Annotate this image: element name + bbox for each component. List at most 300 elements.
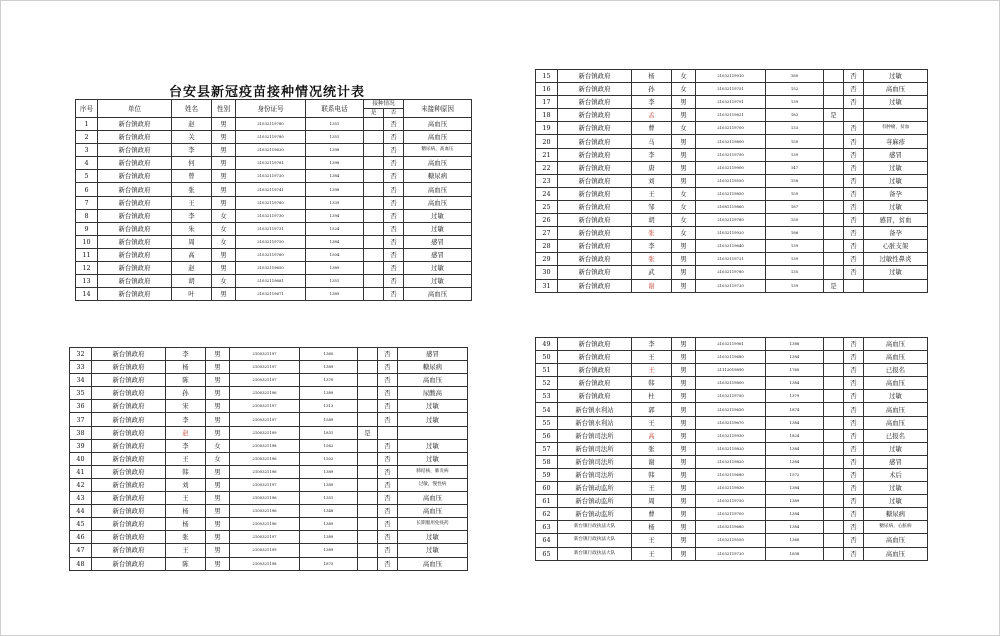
cell-phone: 1384 <box>766 521 824 534</box>
cell-no: 否 <box>844 390 864 403</box>
cell-gender: 男 <box>672 351 696 364</box>
cell-seq: 13 <box>76 275 98 288</box>
table-sheet-2 <box>535 69 928 293</box>
cell-id: 2100321199 <box>230 544 300 557</box>
cell-reason: 已报名 <box>864 364 928 377</box>
table-row <box>70 348 468 361</box>
cell-unit: 新台镇政府 <box>558 351 632 364</box>
cell-name: 刘 <box>166 478 206 491</box>
cell-name: 王 <box>632 416 672 429</box>
cell-gender: 男 <box>672 364 696 377</box>
cell-gender: 男 <box>672 468 696 481</box>
cell-reason: 过敏 <box>864 442 928 455</box>
cell-name: 赵 <box>166 426 206 439</box>
cell-yes <box>824 122 844 135</box>
cell-reason: 糖尿病 <box>398 361 468 374</box>
cell-no: 否 <box>844 521 864 534</box>
cell-gender: 男 <box>206 374 230 387</box>
table-row <box>76 288 472 301</box>
cell-id: 21032119550 <box>696 174 766 187</box>
cell-reason: 高血压 <box>864 547 928 560</box>
cell-seq: 34 <box>70 374 92 387</box>
cell-yes <box>358 518 378 531</box>
table-row <box>536 70 928 83</box>
cell-reason: 糖尿病，心脏病 <box>864 521 928 534</box>
cell-yes <box>824 70 844 83</box>
cell-yes <box>824 266 844 279</box>
cell-id: 21032119720 <box>696 547 766 560</box>
cell-unit: 新台镇动监所 <box>558 482 632 495</box>
cell-yes <box>824 214 844 227</box>
cell-reason: 肺结核，肺炎病 <box>398 465 468 478</box>
cell-id: 21032119900 <box>696 161 766 174</box>
cell-name: 胡 <box>632 214 672 227</box>
cell-seq: 5 <box>76 170 98 183</box>
cell-reason: 过敏 <box>398 544 468 557</box>
cell-id: 21032119550 <box>696 534 766 547</box>
cell-name: 高 <box>172 248 212 261</box>
cell-reason: 过敏 <box>398 413 468 426</box>
cell-reason: 高血压 <box>864 377 928 390</box>
cell-name: 谢 <box>632 279 672 292</box>
cell-seq: 58 <box>536 455 558 468</box>
cell-id: 2100321197 <box>230 413 300 426</box>
cell-seq: 36 <box>70 400 92 413</box>
cell-unit: 新台镇政府 <box>558 390 632 403</box>
cell-unit: 新台镇政府 <box>98 209 172 222</box>
cell-yes <box>358 465 378 478</box>
cell-seq: 65 <box>536 547 558 560</box>
cell-phone: 1589 <box>300 413 358 426</box>
cell-gender: 男 <box>212 118 236 131</box>
cell-phone: 1389 <box>300 544 358 557</box>
cell-reason: 过敏 <box>864 161 928 174</box>
cell-no: 否 <box>844 96 864 109</box>
cell-seq: 12 <box>76 262 98 275</box>
cell-phone: 1562 <box>300 439 358 452</box>
cell-unit: 新台镇政府 <box>98 196 172 209</box>
cell-unit: 新台镇司法所 <box>558 442 632 455</box>
cell-phone: 1384 <box>766 455 824 468</box>
cell-seq: 17 <box>536 96 558 109</box>
header-no: 否 <box>384 109 404 118</box>
cell-seq: 39 <box>70 439 92 452</box>
table-row <box>70 518 468 531</box>
cell-seq: 45 <box>70 518 92 531</box>
cell-gender: 男 <box>206 413 230 426</box>
cell-name: 叶 <box>172 288 212 301</box>
cell-seq: 18 <box>536 109 558 122</box>
table-row <box>70 531 468 544</box>
cell-reason: 高血压 <box>864 338 928 351</box>
table-row <box>536 83 928 96</box>
cell-yes <box>824 240 844 253</box>
cell-id: 21032119800 <box>696 135 766 148</box>
cell-no: 否 <box>384 157 404 170</box>
table-row <box>536 390 928 403</box>
cell-phone: 139 <box>766 96 824 109</box>
cell-no <box>844 109 864 122</box>
cell-seq: 32 <box>70 348 92 361</box>
cell-reason: 高血压 <box>404 288 472 301</box>
cell-reason: 长期服用免疫药 <box>398 518 468 531</box>
cell-gender: 男 <box>672 495 696 508</box>
cell-name: 王 <box>632 351 672 364</box>
cell-no: 否 <box>844 416 864 429</box>
cell-reason: 过敏 <box>864 70 928 83</box>
cell-yes <box>358 400 378 413</box>
cell-no: 否 <box>384 209 404 222</box>
cell-gender: 男 <box>672 534 696 547</box>
cell-reason: 过敏 <box>398 531 468 544</box>
cell-seq: 21 <box>536 148 558 161</box>
table-row <box>536 338 928 351</box>
cell-reason: 高血压 <box>864 351 928 364</box>
cell-reason: 高血压 <box>864 83 928 96</box>
cell-no: 否 <box>378 374 398 387</box>
cell-id: 21032119650 <box>236 262 306 275</box>
cell-phone: 159 <box>766 187 824 200</box>
table-row <box>70 361 468 374</box>
cell-seq: 27 <box>536 227 558 240</box>
cell-yes <box>358 544 378 557</box>
cell-no: 否 <box>384 288 404 301</box>
cell-no: 否 <box>384 235 404 248</box>
cell-phone: 135 <box>766 266 824 279</box>
cell-no: 否 <box>378 518 398 531</box>
cell-phone: 1339 <box>306 196 364 209</box>
cell-no: 否 <box>384 118 404 131</box>
cell-name: 郭 <box>632 403 672 416</box>
cell-seq: 8 <box>76 209 98 222</box>
cell-gender: 男 <box>206 505 230 518</box>
cell-name: 韩 <box>632 377 672 390</box>
cell-seq: 35 <box>70 387 92 400</box>
cell-yes: 是 <box>358 426 378 439</box>
cell-name: 王 <box>632 534 672 547</box>
cell-id: 21032119830 <box>696 482 766 495</box>
cell-gender: 男 <box>206 478 230 491</box>
cell-yes <box>824 200 844 213</box>
cell-unit: 新台镇政府 <box>558 187 632 200</box>
cell-unit: 新台镇政府 <box>98 262 172 275</box>
cell-unit: 新台镇政府 <box>92 452 166 465</box>
cell-seq: 40 <box>70 452 92 465</box>
table-row <box>536 403 928 416</box>
table-row <box>76 196 472 209</box>
cell-reason: 糖尿病 <box>864 508 928 521</box>
header-gender: 性别 <box>212 100 236 118</box>
cell-seq: 28 <box>536 240 558 253</box>
cell-no <box>378 426 398 439</box>
cell-name: 宋 <box>166 400 206 413</box>
cell-reason: 尿酸高 <box>398 387 468 400</box>
cell-phone: 1384 <box>766 482 824 495</box>
cell-gender: 女 <box>212 222 236 235</box>
cell-phone: 139 <box>766 148 824 161</box>
cell-name: 曾 <box>172 170 212 183</box>
cell-name: 武 <box>632 266 672 279</box>
cell-phone: 1351 <box>306 131 364 144</box>
cell-gender: 男 <box>206 426 230 439</box>
cell-yes <box>824 174 844 187</box>
cell-unit: 新台镇政府 <box>92 426 166 439</box>
cell-unit: 新台镇动监所 <box>558 495 632 508</box>
cell-no: 否 <box>844 135 864 148</box>
cell-seq: 3 <box>76 144 98 157</box>
table-row <box>536 214 928 227</box>
cell-unit: 新台镇政府 <box>92 439 166 452</box>
cell-yes <box>824 364 844 377</box>
cell-name: 王 <box>166 492 206 505</box>
cell-seq: 2 <box>76 131 98 144</box>
cell-seq: 43 <box>70 492 92 505</box>
cell-name: 杜 <box>632 390 672 403</box>
cell-name: 王 <box>632 547 672 560</box>
cell-unit: 新台镇政府 <box>92 478 166 491</box>
header-yes: 是 <box>364 109 384 118</box>
table-row <box>76 118 472 131</box>
cell-id: 21032119780 <box>236 131 306 144</box>
cell-unit: 新台镇政府 <box>558 227 632 240</box>
header-seq: 序号 <box>76 100 98 118</box>
cell-yes <box>364 288 384 301</box>
cell-name: 孟 <box>632 109 672 122</box>
cell-unit: 新台镇政府 <box>558 214 632 227</box>
cell-unit: 新台镇司法所 <box>558 455 632 468</box>
cell-name: 王 <box>166 544 206 557</box>
table-row <box>70 387 468 400</box>
cell-id: 21032119780 <box>236 248 306 261</box>
cell-no: 否 <box>844 534 864 547</box>
cell-seq: 14 <box>76 288 98 301</box>
cell-reason: 高血压 <box>398 374 468 387</box>
cell-phone: 158 <box>766 174 824 187</box>
table-row <box>70 452 468 465</box>
cell-id: 2100321196 <box>230 452 300 465</box>
cell-yes <box>824 187 844 200</box>
cell-yes <box>824 416 844 429</box>
table-row <box>76 262 472 275</box>
cell-unit: 新台镇政府 <box>558 364 632 377</box>
cell-gender: 男 <box>206 400 230 413</box>
table-row <box>536 429 928 442</box>
cell-reason: 高血压 <box>398 492 468 505</box>
cell-id: 21032119820 <box>696 455 766 468</box>
table-row <box>76 170 472 183</box>
table-row <box>536 266 928 279</box>
cell-id: 21032119680 <box>696 351 766 364</box>
cell-seq: 48 <box>70 557 92 570</box>
cell-gender: 男 <box>206 465 230 478</box>
cell-no: 否 <box>378 557 398 570</box>
cell-id: 21032119680 <box>696 468 766 481</box>
cell-unit: 新台镇政府 <box>558 122 632 135</box>
cell-no: 否 <box>844 364 864 377</box>
cell-id: 21032119671 <box>236 288 306 301</box>
cell-reason <box>864 279 928 292</box>
cell-yes <box>824 377 844 390</box>
header-vaccination: 接种情况 <box>364 100 404 109</box>
cell-unit: 新台镇政府 <box>92 348 166 361</box>
cell-gender: 男 <box>206 531 230 544</box>
cell-gender: 男 <box>206 348 230 361</box>
cell-name: 王 <box>172 196 212 209</box>
cell-yes <box>364 209 384 222</box>
cell-no: 否 <box>378 413 398 426</box>
cell-id: 2100321197 <box>230 400 300 413</box>
cell-reason: 感冒 <box>864 148 928 161</box>
cell-seq: 30 <box>536 266 558 279</box>
cell-id: 21032119720 <box>236 170 306 183</box>
cell-name: 李 <box>632 240 672 253</box>
cell-phone: 1384 <box>306 235 364 248</box>
cell-id: 2100321198 <box>230 439 300 452</box>
cell-gender: 男 <box>672 135 696 148</box>
cell-no: 否 <box>844 508 864 521</box>
cell-phone: 150 <box>766 214 824 227</box>
cell-name: 陈 <box>166 374 206 387</box>
cell-no: 否 <box>844 148 864 161</box>
cell-seq: 19 <box>536 122 558 135</box>
cell-no: 否 <box>844 377 864 390</box>
cell-id: 21032119800 <box>696 377 766 390</box>
cell-phone: 1389 <box>300 478 358 491</box>
cell-gender: 男 <box>672 279 696 292</box>
cell-id: 21032119781 <box>236 157 306 170</box>
cell-reason: 高血压 <box>398 505 468 518</box>
cell-gender: 女 <box>672 214 696 227</box>
cell-yes <box>364 118 384 131</box>
cell-phone: 1388 <box>766 338 824 351</box>
cell-id: 2100321197 <box>230 361 300 374</box>
cell-reason: 过敏 <box>864 200 928 213</box>
cell-no: 否 <box>384 131 404 144</box>
table-sheet-3 <box>69 347 468 571</box>
cell-yes <box>364 235 384 248</box>
cell-seq: 4 <box>76 157 98 170</box>
cell-reason: 高血压 <box>404 131 472 144</box>
cell-reason: 过敏 <box>404 262 472 275</box>
cell-yes <box>824 508 844 521</box>
cell-no: 否 <box>378 452 398 465</box>
cell-yes <box>824 83 844 96</box>
sheet-1 <box>61 79 473 311</box>
cell-name: 李 <box>632 338 672 351</box>
cell-seq: 41 <box>70 465 92 478</box>
cell-reason: 术后 <box>864 468 928 481</box>
header-reason: 未接种原因 <box>404 100 472 118</box>
cell-unit: 新台镇政府 <box>558 148 632 161</box>
table-row <box>536 161 928 174</box>
cell-no: 否 <box>844 547 864 560</box>
cell-phone: 1384 <box>766 508 824 521</box>
cell-no: 否 <box>844 468 864 481</box>
cell-unit: 新台镇政府 <box>98 118 172 131</box>
cell-id: 21032119700 <box>696 122 766 135</box>
cell-phone: 1502 <box>300 452 358 465</box>
cell-no: 否 <box>844 442 864 455</box>
cell-gender: 男 <box>672 174 696 187</box>
cell-gender: 男 <box>212 196 236 209</box>
cell-no: 否 <box>378 439 398 452</box>
cell-phone: 1389 <box>306 288 364 301</box>
cell-gender: 男 <box>212 144 236 157</box>
cell-phone: 147 <box>766 161 824 174</box>
table-row <box>536 200 928 213</box>
page-title: 台安县新冠疫苗接种情况统计表 <box>168 85 365 100</box>
cell-gender: 女 <box>206 452 230 465</box>
cell-id: 21032119750 <box>696 495 766 508</box>
cell-no: 否 <box>844 429 864 442</box>
cell-id: 21032119790 <box>696 148 766 161</box>
cell-unit: 新台镇政府 <box>558 135 632 148</box>
cell-reason: 过敏 <box>864 96 928 109</box>
cell-yes <box>824 495 844 508</box>
cell-name: 张 <box>632 253 672 266</box>
cell-gender: 男 <box>206 544 230 557</box>
cell-id: 2100321196 <box>230 387 300 400</box>
cell-phone: 1351 <box>306 118 364 131</box>
cell-name: 谢 <box>632 455 672 468</box>
table-row <box>536 416 928 429</box>
cell-gender: 男 <box>672 338 696 351</box>
cell-reason: 过敏 <box>864 174 928 187</box>
cell-id: 21032119961 <box>696 338 766 351</box>
cell-gender: 男 <box>672 547 696 560</box>
cell-phone: 1389 <box>306 262 364 275</box>
table-row <box>536 377 928 390</box>
cell-unit: 新台镇政府 <box>92 492 166 505</box>
cell-name: 李 <box>166 439 206 452</box>
cell-seq: 57 <box>536 442 558 455</box>
cell-reason: 过敏 <box>864 390 928 403</box>
cell-yes <box>824 390 844 403</box>
cell-gender: 男 <box>672 521 696 534</box>
cell-unit: 新台镇政府 <box>558 377 632 390</box>
cell-seq: 44 <box>70 505 92 518</box>
table-row <box>536 364 928 377</box>
cell-yes <box>358 557 378 570</box>
cell-yes <box>364 157 384 170</box>
cell-gender: 男 <box>212 288 236 301</box>
cell-unit: 新台镇政府 <box>558 96 632 109</box>
cell-phone: 1351 <box>300 492 358 505</box>
cell-gender: 男 <box>212 183 236 196</box>
cell-id: 2100321198 <box>230 557 300 570</box>
cell-phone: 139 <box>766 240 824 253</box>
cell-id: 21032119721 <box>696 253 766 266</box>
cell-id: 21032119700 <box>696 508 766 521</box>
cell-no: 否 <box>384 196 404 209</box>
cell-phone: 187 <box>766 200 824 213</box>
cell-no: 否 <box>844 455 864 468</box>
cell-yes <box>358 478 378 491</box>
cell-unit: 新台镇政府 <box>92 361 166 374</box>
cell-reason: 心脏支架 <box>864 240 928 253</box>
cell-id: 21032119750 <box>696 390 766 403</box>
table-row <box>70 492 468 505</box>
cell-yes <box>824 442 844 455</box>
cell-phone: 1398 <box>306 183 364 196</box>
cell-reason: 过敏 <box>404 222 472 235</box>
table-row <box>536 279 928 292</box>
cell-yes <box>824 468 844 481</box>
cell-yes <box>358 387 378 400</box>
cell-unit: 新台镇政府 <box>98 235 172 248</box>
cell-reason: 高血压 <box>864 403 928 416</box>
cell-name: 关 <box>172 131 212 144</box>
